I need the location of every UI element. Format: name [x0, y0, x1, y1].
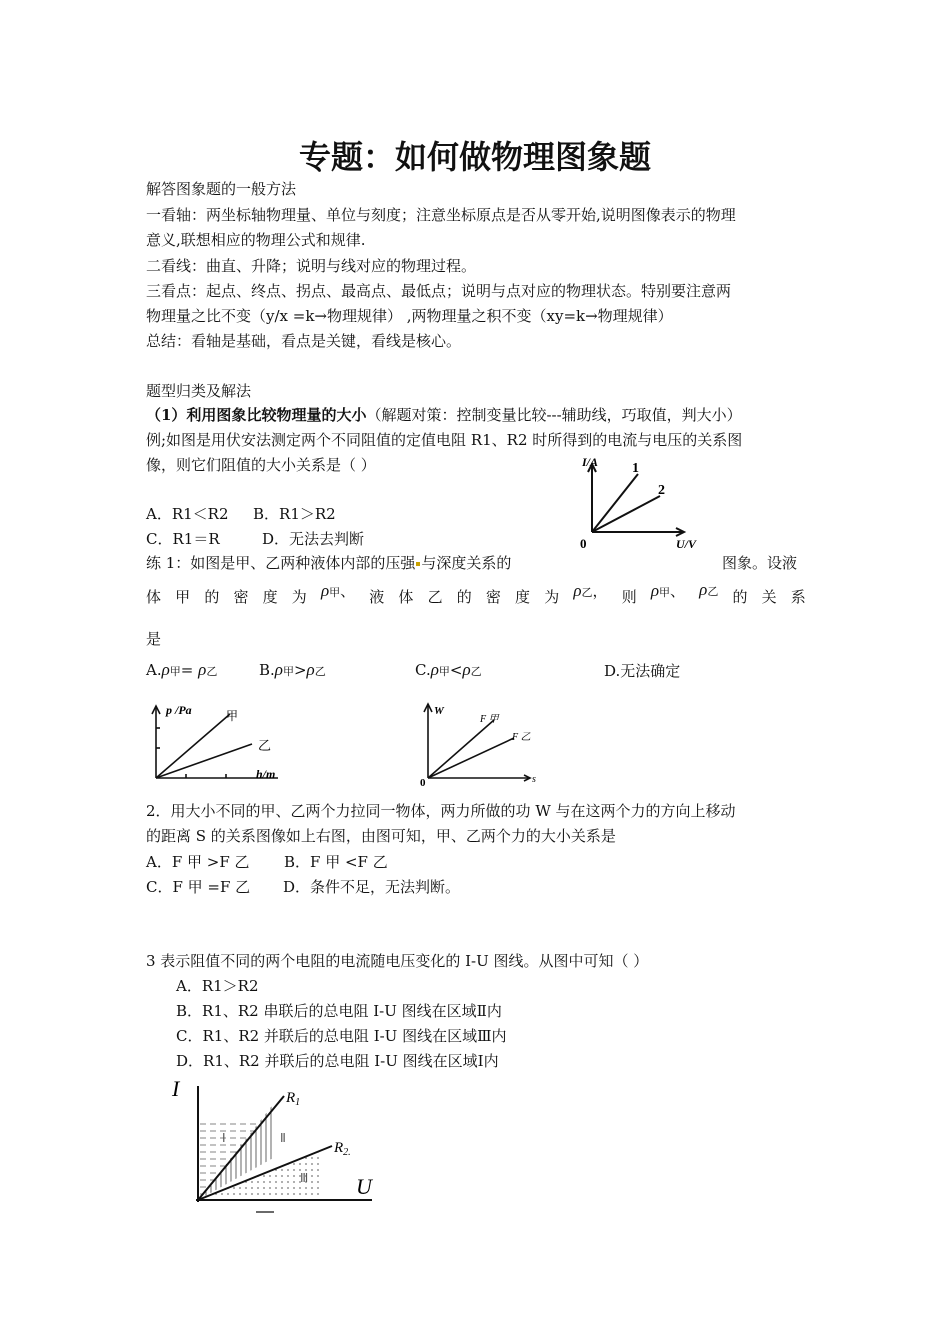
char: 密 — [485, 588, 501, 606]
graph3-xlabel: s — [532, 774, 536, 785]
page-title: 专题：如何做物理图象题 — [298, 138, 651, 176]
q2-stem-2: 的距离 S 的关系图像如上右图，由图可知，甲、乙两个力的大小关系是 — [146, 827, 616, 845]
graph4-r2-label: $R_{2.}$ — [334, 1140, 351, 1158]
graph2-yi-label: 乙 — [258, 738, 272, 753]
graph1-xlabel: U/V — [676, 537, 697, 551]
example-option-a: A．R1＜R2 — [146, 505, 229, 523]
rho-jia-symbol: ρ甲、 — [320, 581, 356, 600]
rho-yi-symbol: ρ乙 — [699, 580, 719, 599]
char: 密 — [233, 588, 249, 606]
rho-jia-symbol: ρ甲、 — [650, 581, 686, 600]
q3-option-a: A．R1＞R2 — [176, 977, 259, 995]
intro-heading: 解答图象题的一般方法 — [146, 180, 297, 198]
example-option-c: C．R1＝R — [146, 530, 220, 548]
graph4-r1-label: $R_1$ — [286, 1090, 301, 1108]
q2-option-b: B．F 甲 <F 乙 — [284, 853, 388, 871]
graph2-xlabel: h/m — [256, 767, 276, 781]
graph4-ylabel: I — [172, 1076, 180, 1101]
char: 液 — [369, 588, 385, 606]
iu-regions-graph — [160, 1072, 390, 1222]
graph3-fyi-label: F 乙 — [512, 732, 531, 743]
practice1-option-a: A.ρ甲= ρ乙 — [146, 660, 218, 679]
practice1-option-c: C.ρ甲<ρ乙 — [415, 660, 482, 679]
char: 度 — [262, 588, 278, 606]
practice1-option-d: D.无法确定 — [604, 662, 681, 680]
q2-option-a: A．F 甲 >F 乙 — [146, 853, 250, 871]
graph3-ylabel: W — [434, 705, 444, 717]
char: 关 — [761, 588, 777, 606]
q2-option-c: C．F 甲 =F 乙 — [146, 878, 251, 896]
intro-point-line-1: 三看点：起点、终点、拐点、最高点、最低点；说明与点对应的物理状态。特别要注意两 — [146, 282, 732, 300]
intro-axis-line-2: 意义,联想相应的物理公式和规律. — [146, 231, 366, 249]
q2-stem-1: 2．用大小不同的甲、乙两个力拉同一物体，两力所做的功 W 与在这两个力的方向上移动 — [146, 802, 736, 820]
graph3-origin: 0 — [420, 777, 426, 788]
intro-point-line-2: 物理量之比不变（y/x =k→物理规律） ,两物理量之积不变（xy=k→物理规律） — [146, 307, 673, 325]
subsection-note: （解题对策：控制变量比较---辅助线，巧取值，判大小） — [366, 406, 742, 424]
practice1-justified-line — [146, 580, 806, 607]
iu-graph-1 — [572, 452, 717, 552]
q3-option-d: D．R1、R2 并联后的总电阻 I-U 图线在区域Ⅰ内 — [176, 1052, 499, 1070]
intro-line-text: 二看线：曲直、升降；说明与线对应的物理过程。 — [146, 257, 477, 275]
q3-option-b: B．R1、R2 串联后的总电阻 I-U 图线在区域Ⅱ内 — [176, 1002, 502, 1020]
char: 甲 — [175, 588, 191, 606]
char: 则 — [621, 588, 637, 606]
marker-dot — [416, 562, 420, 566]
practice1-line-1 — [146, 552, 511, 573]
intro-axis-line-1: 一看轴：两坐标轴物理量、单位与刻度；注意坐标原点是否从零开始,说明图像表示的物理 — [146, 206, 736, 224]
example-option-b: B．R1＞R2 — [253, 505, 336, 523]
practice1-end: 是 — [146, 630, 162, 648]
graph1-origin: 0 — [580, 536, 587, 551]
char: 乙 — [427, 588, 443, 606]
graph2-jia-label: 甲 — [226, 709, 239, 723]
example-option-d: D．无法去判断 — [262, 530, 365, 548]
q2-option-d: D．条件不足，无法判断。 — [283, 878, 461, 896]
section-heading: 题型归类及解法 — [146, 382, 252, 400]
char: 为 — [291, 588, 307, 606]
char: 为 — [544, 588, 560, 606]
graph1-ylabel: I/A — [582, 455, 599, 469]
intro-summary: 总结：看轴是基础，看点是关键，看线是核心。 — [146, 332, 462, 350]
char: 的 — [732, 588, 748, 606]
practice1-text-a: 练 1：如图是甲、乙两种液体内部的压强 — [146, 554, 416, 572]
graph1-line-2-label: 2 — [658, 483, 665, 498]
region-3-label: Ⅲ — [300, 1171, 309, 1185]
char: 的 — [204, 588, 220, 606]
practice1-text-c: 图象。设液 — [722, 554, 798, 572]
example-line-2: 像，则它们阻值的大小关系是（ ） — [146, 456, 376, 474]
q3-option-c: C．R1、R2 并联后的总电阻 I-U 图线在区域Ⅲ内 — [176, 1027, 507, 1045]
region-2-label: Ⅱ — [280, 1131, 286, 1145]
graph1-line-1-label: 1 — [632, 461, 639, 476]
char: 体 — [146, 588, 162, 606]
graph3-fjia-label: F 甲 — [480, 714, 499, 725]
region-1-label: Ⅰ — [222, 1131, 226, 1145]
char: 度 — [515, 588, 531, 606]
char: 的 — [456, 588, 472, 606]
subsection-bold: （1）利用图象比较物理量的大小 — [146, 406, 367, 424]
char: 体 — [398, 588, 414, 606]
rho-yi-symbol: ρ乙， — [573, 581, 608, 600]
subsection-heading — [146, 404, 742, 425]
graph4-xlabel: U — [356, 1174, 372, 1199]
pressure-depth-graph — [146, 700, 296, 786]
q3-stem: 3 表示阻值不同的两个电阻的电流随电压变化的 I-U 图线。从图中可知（ ） — [146, 952, 649, 970]
graph2-ylabel: p /Pa — [166, 703, 192, 717]
practice1-text-b: 与深度关系的 — [421, 554, 512, 572]
work-distance-graph — [418, 700, 548, 788]
example-line-1: 例;如图是用伏安法测定两个不同阻值的定值电阻 R1、R2 时所得到的电流与电压的关系图 — [146, 431, 743, 449]
char: 系 — [790, 588, 806, 606]
practice1-option-b: B.ρ甲>ρ乙 — [259, 660, 326, 679]
